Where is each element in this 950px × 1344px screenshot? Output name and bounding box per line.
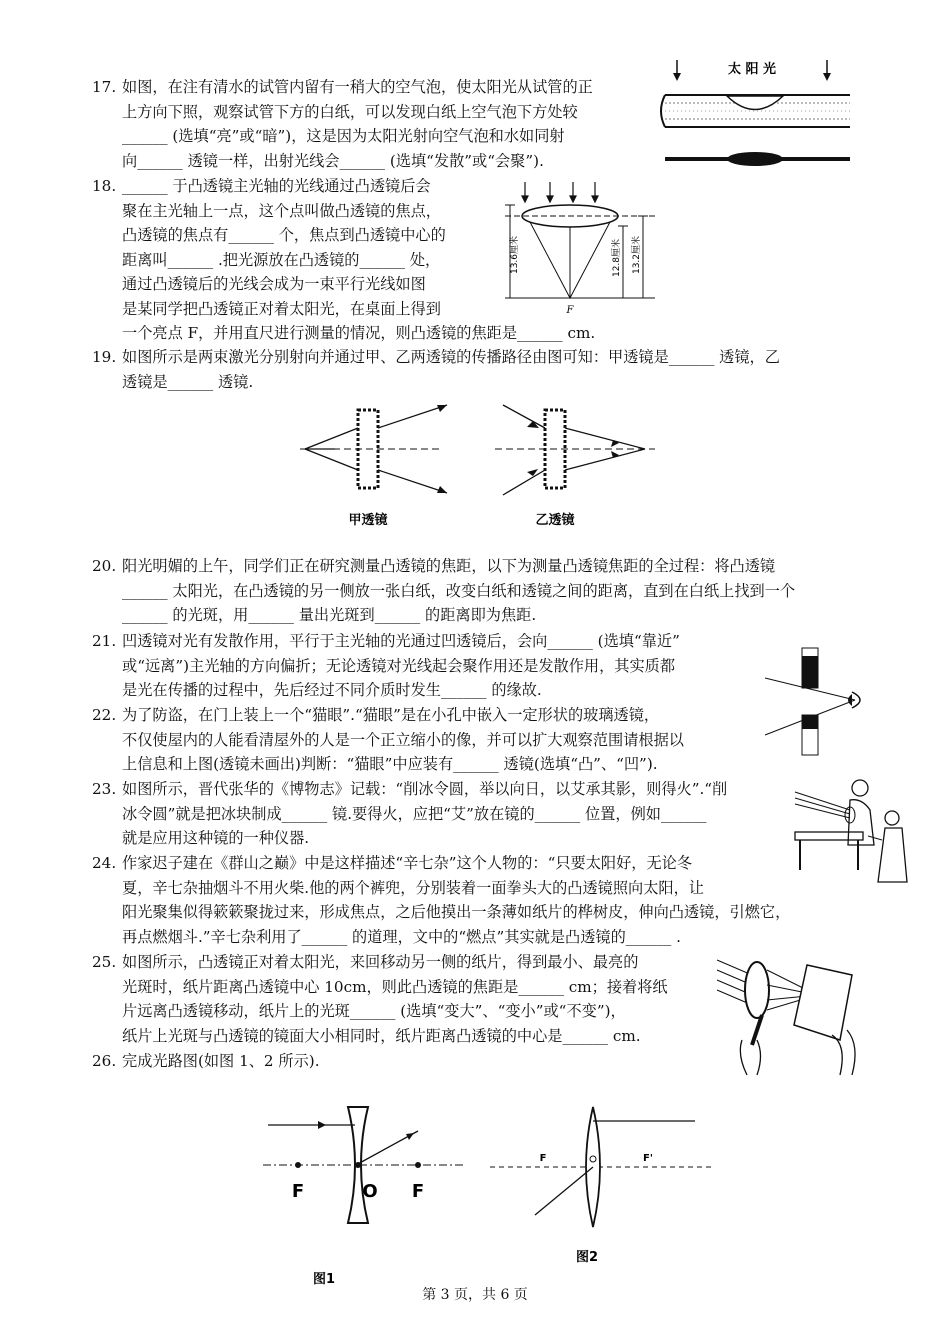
question-text-line: 再点燃烟斗.”辛七杂利用了______ 的道理，文中的“燃点”其实就是凸透镜的______ .	[122, 927, 681, 946]
question-text-line: 透镜是______ 透镜.	[122, 372, 254, 391]
question-text-line: 如图所示，晋代张华的《博物志》记载：“削冰令圆，举以向日，以艾承其影，则得火”.“削	[122, 780, 728, 798]
question-text-line: 是某同学把凸透镜正对着太阳光，在桌面上得到	[122, 299, 441, 318]
two-lenses-figure	[295, 395, 670, 535]
focus-label: F'	[643, 1153, 653, 1164]
focus-label: F	[411, 1181, 425, 1202]
question-text-line: 如图所示是两束激光分别射向并通过甲、乙两透镜的传播路径由图可知：甲透镜是______ 透镜，乙	[122, 348, 780, 366]
question-number: 23.	[92, 780, 117, 798]
question-text-line: 作家迟子建在《群山之巅》中是这样描述“辛七杂”这个人物的：“只要太阳好，无论冬	[122, 854, 693, 872]
question-25	[92, 950, 668, 1048]
dim-label: 12.8厘米	[612, 238, 622, 278]
question-text-line: 阳光聚集似得簌簌聚拢过来，形成焦点，之后他摸出一条薄如纸片的桦树皮，伸向凸透镜，引燃它，	[122, 903, 791, 921]
question-text-line: 片远离凸透镜移动，纸片上的光斑______ (选填“变大”、“变小”或“不变”)，	[122, 1002, 626, 1020]
magnifier-figure	[712, 945, 867, 1085]
figure-2-caption: 图2	[575, 1250, 599, 1265]
question-number: 17.	[92, 78, 117, 96]
question-text-line: 向______ 透镜一样，出射光线会______ (选填“发散”或“会聚”).	[122, 151, 544, 170]
question-text-line: 或“远离”)主光轴的方向偏折；无论透镜对光线起会聚作用还是发散作用，其实质都	[122, 656, 676, 675]
question-text-line: 纸片上光斑与凸透镜的镜面大小相同时，纸片距离凸透镜的中心是______ cm.	[122, 1026, 641, 1045]
question-text-line: ______ (选填“亮”或“暗”)，这是因为太阳光射向空气泡和水如同射	[122, 127, 565, 145]
question-23	[92, 777, 727, 851]
question-text-line: 距离叫______ .把光源放在凸透镜的______ 处，	[122, 250, 441, 269]
question-text-line: ______ 的光斑，用______ 量出光斑到______ 的距离即为焦距.	[122, 606, 537, 624]
lens-jia-label: 甲透镜	[348, 513, 388, 528]
question-text-line: 聚在主光轴上一点，这个点叫做凸透镜的焦点，	[122, 201, 441, 220]
diagram-1-concave-lens	[258, 1105, 468, 1290]
ancient-fire-figure	[790, 770, 910, 888]
question-text-line: 如图，在注有清水的试管内留有一稍大的空气泡，使太阳光从试管的正	[122, 78, 593, 96]
dim-label: 13.2厘米	[632, 235, 642, 275]
question-text-line: 夏，辛七杂抽烟斗不用火柴.他的两个裤兜，分别装着一面拳头大的凸透镜照向太阳，让	[122, 878, 704, 897]
focus-label: F	[566, 305, 574, 316]
test-tube-figure	[655, 55, 855, 180]
question-21	[92, 629, 680, 703]
question-20	[92, 554, 795, 628]
question-text-line: ______ 太阳光，在凸透镜的另一侧放一张白纸，改变白纸和透镜之间的距离，直到在白纸上找到一个	[122, 581, 796, 600]
question-text-line: 光斑时，纸片距离凸透镜中心 10cm，则此凸透镜的焦距是______ cm；接着将纸	[122, 977, 668, 996]
question-text-line: 阳光明媚的上午，同学们正在研究测量凸透镜的焦距，以下为测量凸透镜焦距的全过程：将凸透镜	[122, 557, 776, 575]
question-text-line: 冰令圆”就是把冰块制成______ 镜.要得火，应把“艾”放在镜的______ 位置，例如______	[122, 804, 707, 823]
question-text-line: 是光在传播的过程中，先后经过不同介质时发生______ 的缘故.	[122, 681, 542, 699]
question-number: 18.	[92, 177, 117, 195]
question-19	[92, 345, 780, 394]
question-number: 26.	[92, 1052, 117, 1070]
focus-label: F	[291, 1181, 305, 1202]
question-text-line: 如图所示，凸透镜正对着太阳光，来回移动另一侧的纸片，得到最小、最亮的	[122, 953, 639, 971]
question-text-line: 上信息和上图(透镜未画出)判断：“猫眼”中应装有______ 透镜(选填“凸”、“凹”).	[122, 755, 658, 773]
question-number: 22.	[92, 706, 117, 724]
center-label: O	[362, 1181, 378, 1202]
question-text-line: 一个亮点 F，并用直尺进行测量的情况，则凸透镜的焦距是______ cm.	[122, 324, 596, 342]
lens-yi-label: 乙透镜	[535, 513, 575, 528]
question-text-line: 凸透镜的焦点有______ 个，焦点到凸透镜中心的	[122, 226, 446, 244]
question-text-line: 就是应用这种镜的一种仪器.	[122, 829, 310, 847]
question-text-line: ______ 于凸透镜主光轴的光线通过凸透镜后会	[122, 177, 431, 195]
question-text-line: 完成光路图(如图 1、2 所示).	[122, 1052, 320, 1070]
question-number: 21.	[92, 632, 117, 650]
question-text-line: 为了防盗，在门上装上一个“猫眼”.“猫眼”是在小孔中嵌入一定形状的玻璃透镜，	[122, 706, 660, 724]
focal-length-figure	[495, 180, 670, 322]
question-text-line: 上方向下照，观察试管下方的白纸，可以发现白纸上空气泡下方处较	[122, 102, 578, 121]
question-text-line: 通过凸透镜后的光线会成为一束平行光线如图	[122, 275, 426, 293]
question-number: 20.	[92, 557, 117, 575]
question-number: 19.	[92, 348, 117, 366]
question-number: 25.	[92, 953, 117, 971]
question-17	[92, 75, 593, 173]
diagram-2-convex-lens	[485, 1105, 720, 1265]
peephole-figure	[760, 640, 880, 765]
question-number: 24.	[92, 854, 117, 872]
question-24	[92, 851, 790, 949]
figure-1-caption: 图1	[312, 1272, 336, 1287]
dim-label: 13.6厘米	[510, 235, 520, 275]
question-text-line: 凹透镜对光有发散作用，平行于主光轴的光通过凹透镜后，会向______ (选填“靠近”	[122, 632, 680, 650]
question-text-line: 不仅使屋内的人能看清屋外的人是一个正立缩小的像，并可以扩大观察范围请根据以	[122, 730, 684, 749]
question-22	[92, 703, 684, 777]
focus-label: F	[539, 1153, 547, 1164]
sunlight-label: 太 阳 光	[727, 62, 777, 77]
page-footer: 第 3 页，共 6 页	[422, 1287, 528, 1303]
question-26	[92, 1049, 320, 1074]
